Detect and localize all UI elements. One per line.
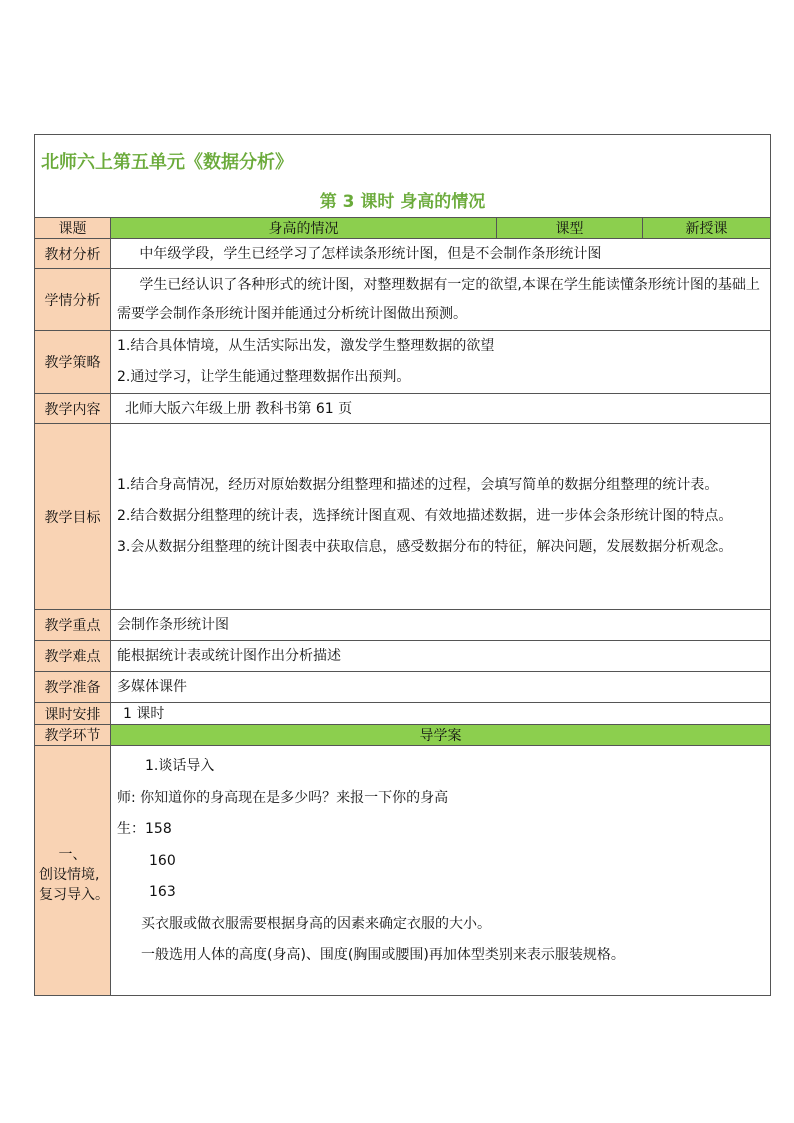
lesson-line: 买衣服或做衣服需要根据身高的因素来确定衣服的大小。: [141, 915, 491, 932]
student-analysis-text: 学生已经认识了各种形式的统计图，对整理数据有一定的欲望,本课在学生能读懂条形统计图的基础上需要学会制作条形统计图并能通过分析统计图做出预测。: [111, 269, 771, 331]
content-row: [35, 394, 771, 424]
phases-label: 教学环节: [35, 725, 111, 746]
student-analysis-row: [35, 269, 771, 331]
lesson-subtitle: 第 3 课时 身高的情况: [319, 192, 486, 212]
section-1-number: 一、: [58, 846, 87, 863]
lesson-line: 一般选用人体的高度(身高)、围度(胸围或腰围)再加体型类别来表示服装规格。: [141, 947, 625, 963]
difficulty-text: 能根据统计表或统计图作出分析描述: [111, 641, 771, 672]
lesson-plan: [34, 134, 770, 996]
objective-item: 3.会从数据分组整理的统计图表中获取信息，感受数据分布的特征，解决问题，发展数据分析观念。: [117, 539, 733, 555]
topic-value: 身高的情况: [111, 218, 497, 239]
lesson-plan-table: [34, 134, 771, 996]
key-point-label: 教学重点: [35, 610, 111, 641]
topic-label: 课题: [35, 218, 111, 239]
type-value: 新授课: [643, 218, 771, 239]
schedule-row: [35, 703, 771, 725]
content-label: 教学内容: [35, 394, 111, 424]
material-analysis-text: 中年级学段，学生已经学习了怎样读条形统计图，但是不会制作条形统计图: [111, 239, 771, 269]
phases-row: [35, 725, 771, 746]
student-analysis-label: 学情分析: [35, 269, 111, 331]
material-analysis-row: [35, 239, 771, 269]
strategy-item: 2.通过学习，让学生能通过整理数据作出预判。: [117, 369, 411, 385]
document-title: 北师六上第五单元《数据分析》: [41, 152, 293, 173]
key-point-row: [35, 610, 771, 641]
section-1-name-line: 创设情境,: [39, 866, 100, 883]
objectives-label: 教学目标: [35, 424, 111, 610]
key-point-text: 会制作条形统计图: [111, 610, 771, 641]
objectives-row: [35, 424, 771, 610]
section-1-row: [35, 746, 771, 996]
lesson-line: 163: [149, 884, 176, 900]
title-row: [35, 135, 771, 218]
objective-item: 2.结合数据分组整理的统计表，选择统计图直观、有效地描述数据，进一步体会条形统计图的特点。: [117, 508, 733, 524]
section-1-label: [35, 746, 111, 996]
preparation-text: 多媒体课件: [111, 672, 771, 703]
lesson-line: 1.谈话导入: [145, 758, 215, 774]
lesson-line: 师: 你知道你的身高现在是多少吗？来报一下你的身高: [117, 789, 449, 806]
schedule-text: 1 课时: [111, 703, 771, 725]
section-1-content: [111, 746, 771, 996]
difficulty-label: 教学难点: [35, 641, 111, 672]
objective-item: 1.结合身高情况，经历对原始数据分组整理和描述的过程，会填写简单的数据分组整理的统计表。: [117, 477, 719, 493]
strategy-label: 教学策略: [35, 331, 111, 394]
preparation-row: [35, 672, 771, 703]
section-1-name-line: 复习导入。: [39, 886, 109, 903]
difficulty-row: [35, 641, 771, 672]
preparation-label: 教学准备: [35, 672, 111, 703]
content-text: 北师大版六年级上册 教科书第 61 页: [111, 394, 771, 424]
lesson-line: 160: [149, 852, 176, 869]
strategy-row: [35, 331, 771, 394]
schedule-label: 课时安排: [35, 703, 111, 725]
strategy-item: 1.结合具体情境，从生活实际出发，激发学生整理数据的欲望: [117, 338, 495, 354]
type-label: 课型: [497, 218, 643, 239]
lesson-line: 生：158: [117, 821, 172, 837]
phases-value: 导学案: [111, 725, 771, 746]
material-analysis-label: 教材分析: [35, 239, 111, 269]
topic-row: [35, 218, 771, 239]
